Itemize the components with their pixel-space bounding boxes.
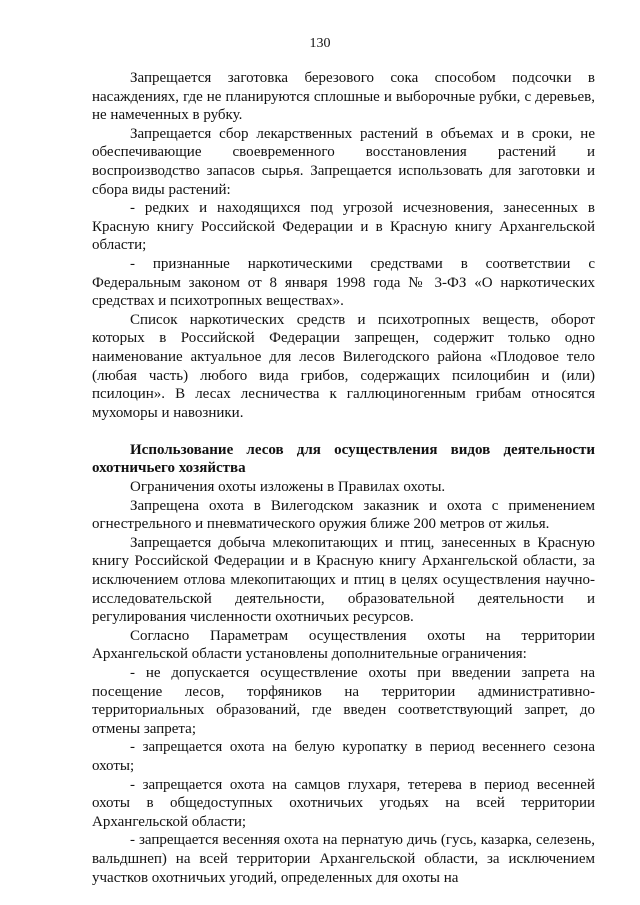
section-heading: Использование лесов для осуществления видов деятельности охотничьего хозяйства	[92, 441, 595, 477]
list-item-spring-game-ban: - запрещается весенняя охота на пернатую дичь (гусь, казарка, селезень, вальдшнеп) на всей территории Архангельской области, за исключением участков охотничьих угодий, определенных для охоты на	[92, 832, 595, 886]
paragraph-hunting-rules: Ограничения охоты изложены в Правилах охоты.	[130, 479, 446, 496]
document-body	[92, 69, 595, 887]
list-item-forest-visit-ban: - не допускается осуществление охоты при введении запрета на посещение лесов, торфяников на территории административно-территориальных образований, где введен соответствующий запрет, до отмены запрета;	[92, 665, 595, 737]
paragraph-medicinal-plants: Запрещается сбор лекарственных растений в объемах и в сроки, не обеспечивающие своевременного восстановления растений и воспроизводство запасов сырья. Запрещается использовать для заготовки и сбора виды растений:	[92, 125, 595, 198]
page-number: 130	[309, 36, 331, 51]
list-item-narcotic-plants: - признанные наркотическими средствами в соответствии с Федеральным законом от 8 января 1998 года № 3-ФЗ «О наркотических средствах и психотропных веществах».	[92, 255, 595, 310]
paragraph-red-book-ban: Запрещается добыча млекопитающих и птиц, занесенных в Красную книгу Российской Федерации и в Красную книгу Архангельской области, за исключением отлова млекопитающих и птиц в целях осуществления научно-исследовательской деятельности, образовательной деятельности и регулирования численности охотничьих ресурсов.	[92, 534, 595, 626]
list-item-ptarmigan-ban: - запрещается охота на белую куропатку в период весеннего сезона охоты;	[92, 739, 595, 774]
paragraph-narcotic-list: Список наркотических средств и психотропных веществ, оборот которых в Российской Федерации запрещен, содержит только одно наименование актуальное для лесов Вилегодского района «Плодовое тело (любая часть) любого вида грибов, содержащих псилоцибин и (или) псилоцин». В лесах лесничества к галлюциногенным грибам относятся мухоморы и навозники.	[92, 311, 595, 421]
list-item-capercaillie-ban: - запрещается охота на самцов глухаря, тетерева в период весенней охоты в общедоступных охотничьих угодьях на всей территории Архангельской области;	[92, 776, 595, 830]
paragraph-parameters: Согласно Параметрам осуществления охоты на территории Архангельской области установлены дополнительные ограничения:	[92, 627, 595, 663]
paragraph-birch-sap: Запрещается заготовка березового сока способом подсочки в насаждениях, где не планируются сплошные и выборочные рубки, с деревьев, не намеченных в рубку.	[92, 70, 595, 124]
paragraph-hunting-ban: Запрещена охота в Вилегодском заказник и охота с применением огнестрельного и пневматического оружия ближе 200 метров от жилья.	[92, 497, 595, 533]
list-item-rare-species: - редких и находящихся под угрозой исчезновения, занесенных в Красную книгу Российской Федерации и в Красную книгу Архангельской области;	[92, 200, 595, 254]
section-gap	[92, 422, 595, 441]
